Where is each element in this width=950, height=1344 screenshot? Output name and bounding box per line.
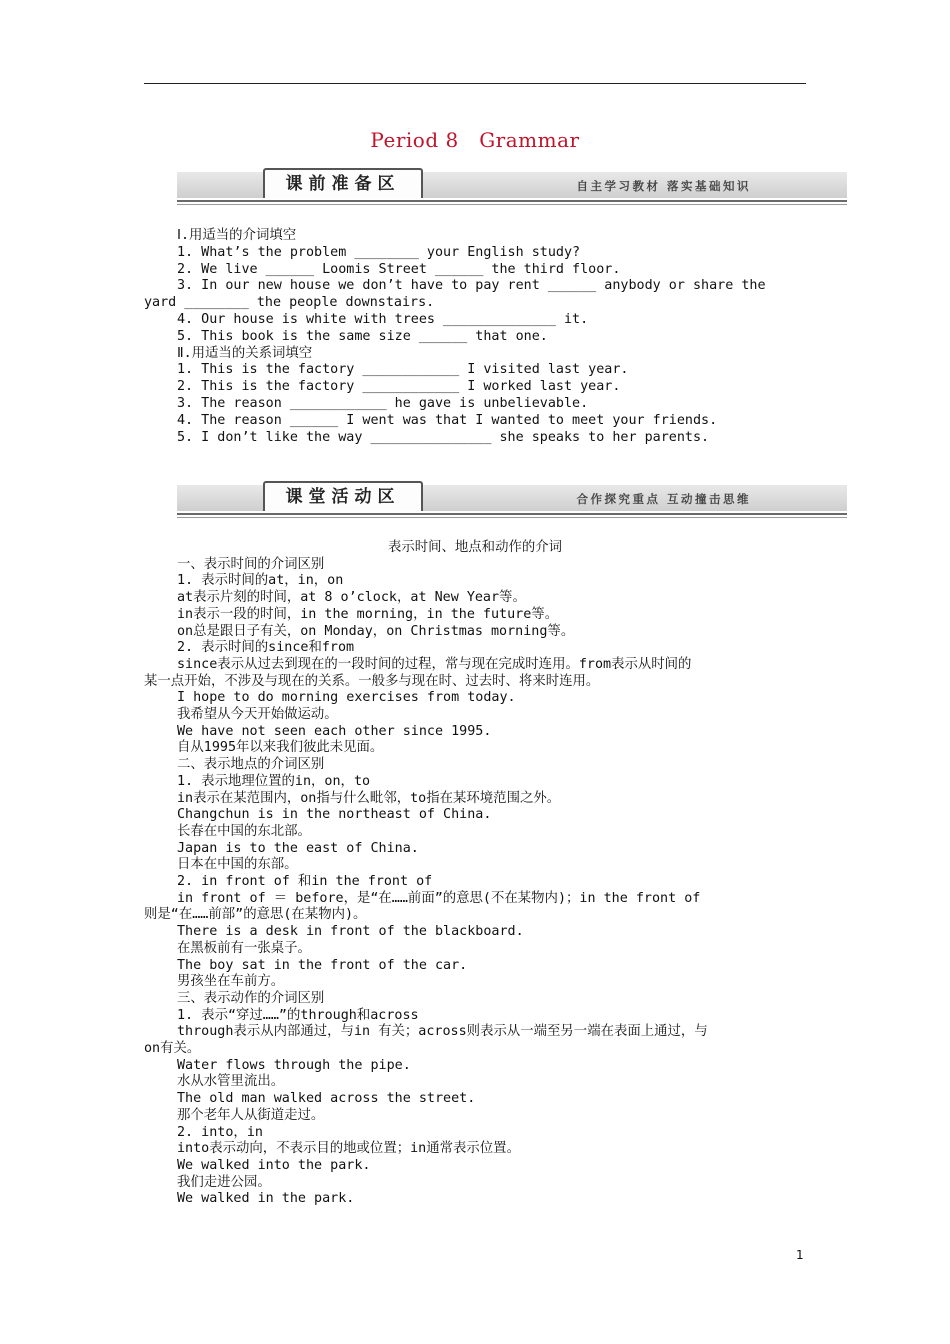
grammar-line: Changchun is in the northeast of China. [177,807,492,823]
grammar-line: 某一点开始，不涉及与现在的关系。一般多与现在时、过去时、将来时连用。 [144,673,600,689]
grammar-line: 1. 表示时间的at，in，on [177,573,344,589]
exercise-heading-1: Ⅰ.用适当的介词填空 [177,228,297,243]
section-heading: 表示时间、地点和动作的介词 [387,540,563,555]
grammar-line: 2. into，in [177,1124,263,1140]
grammar-line: in表示在某范围内，on指与什么毗邻，to指在某环境范围之外。 [177,790,561,806]
grammar-line: 三、表示动作的介词区别 [177,990,325,1006]
grammar-line: at表示片刻的时间，at 8 o’clock，at New Year等。 [177,590,526,606]
grammar-line: 水从水管里流出。 [177,1074,285,1090]
grammar-line: 二、表示地点的介词区别 [177,757,325,773]
banner-classroom [177,481,847,521]
grammar-line: There is a desk in front of the blackboard. [177,924,524,940]
exercise-heading-2: Ⅱ.用适当的关系词填空 [177,345,313,361]
exercise-line: 1. This is the factory ____________ I visited last year. [177,362,629,378]
exercise-line: 4. The reason ______ I went was that I wanted to meet your friends. [177,412,718,428]
banner-subtitle: 合作探究重点 互动撞击思维 [576,492,751,506]
exercise-line: 3. In our new house we don’t have to pay rent ______ anybody or share the [177,278,766,294]
exercise-line: 5. I don’t like the way _______________ she speaks to her parents. [177,429,710,445]
grammar-line: 我们走进公园。 [177,1174,271,1190]
banner-subtitle: 自主学习教材 落实基础知识 [576,179,751,193]
grammar-line: 那个老年人从街道走过。 [177,1107,325,1123]
header-rule [144,83,806,84]
grammar-line: 2. 表示时间的since和from [177,640,355,656]
banner-rule [177,513,847,515]
grammar-line: 自从1995年以来我们彼此未见面。 [177,740,384,756]
page-title: Period 8 Grammar [370,128,580,152]
grammar-line: into表示动向，不表示目的地或位置；in通常表示位置。 [177,1141,520,1157]
banner-tab-label: 课堂活动区 [263,481,423,511]
exercise-line: 1. What’s the problem ________ your English study? [177,244,581,260]
banner-rule-thin [177,517,847,518]
grammar-line: since表示从过去到现在的一段时间的过程，常与现在完成时连用。from表示从时间的 [177,656,692,672]
grammar-line: in front of ＝ before，是“在……前面”的意思(不在某物内)；in the front of [177,890,701,906]
exercise-line: yard ________ the people downstairs. [144,295,435,311]
grammar-line: in表示一段的时间，in the morning，in the future等。 [177,606,559,622]
grammar-line: Japan is to the east of China. [177,840,419,856]
page-number: 1 [796,1248,804,1262]
grammar-line: We have not seen each other since 1995. [177,723,492,739]
grammar-line: 长春在中国的东北部。 [177,823,311,839]
grammar-line: 1. 表示“穿过……”的through和across [177,1007,419,1023]
grammar-line: 则是“在……前部”的意思(在某物内)。 [144,907,367,923]
grammar-line: on有关。 [144,1041,201,1056]
grammar-line: We walked in the park. [177,1191,355,1207]
grammar-line: 1. 表示地理位置的in，on，to [177,773,371,789]
grammar-line: on总是跟日子有关，on Monday，on Christmas morning等。 [177,623,575,639]
grammar-line: I hope to do morning exercises from today. [177,690,516,706]
banner-rule [177,200,847,202]
grammar-line: The boy sat in the front of the car. [177,957,468,973]
banner-preparation [177,168,847,208]
grammar-line: 日本在中国的东部。 [177,857,298,873]
grammar-line: 在黑板前有一张桌子。 [177,940,311,956]
grammar-line: We walked into the park. [177,1157,371,1173]
exercise-line: 3. The reason ____________ he gave is unbelievable. [177,396,589,411]
grammar-line: 一、表示时间的介词区别 [177,556,325,572]
exercise-line: 5. This book is the same size ______ that one. [177,328,548,344]
exercise-line: 4. Our house is white with trees ______________ it. [177,312,589,327]
grammar-line: Water flows through the pipe. [177,1057,411,1073]
grammar-line: The old man walked across the street. [177,1091,476,1107]
grammar-line: 2. in front of 和in the front of [177,874,433,889]
exercise-line: 2. This is the factory ____________ I worked last year. [177,379,621,395]
grammar-line: through表示从内部通过，与in 有关；across则表示从一端至另一端在表面上通过，与 [177,1024,708,1040]
grammar-line: 我希望从今天开始做运动。 [177,707,338,722]
exercise-line: 2. We live ______ Loomis Street ______ the third floor. [177,261,621,277]
banner-tab-label: 课前准备区 [263,168,423,198]
banner-rule-thin [177,204,847,205]
grammar-line: 男孩坐在车前方。 [177,974,285,990]
